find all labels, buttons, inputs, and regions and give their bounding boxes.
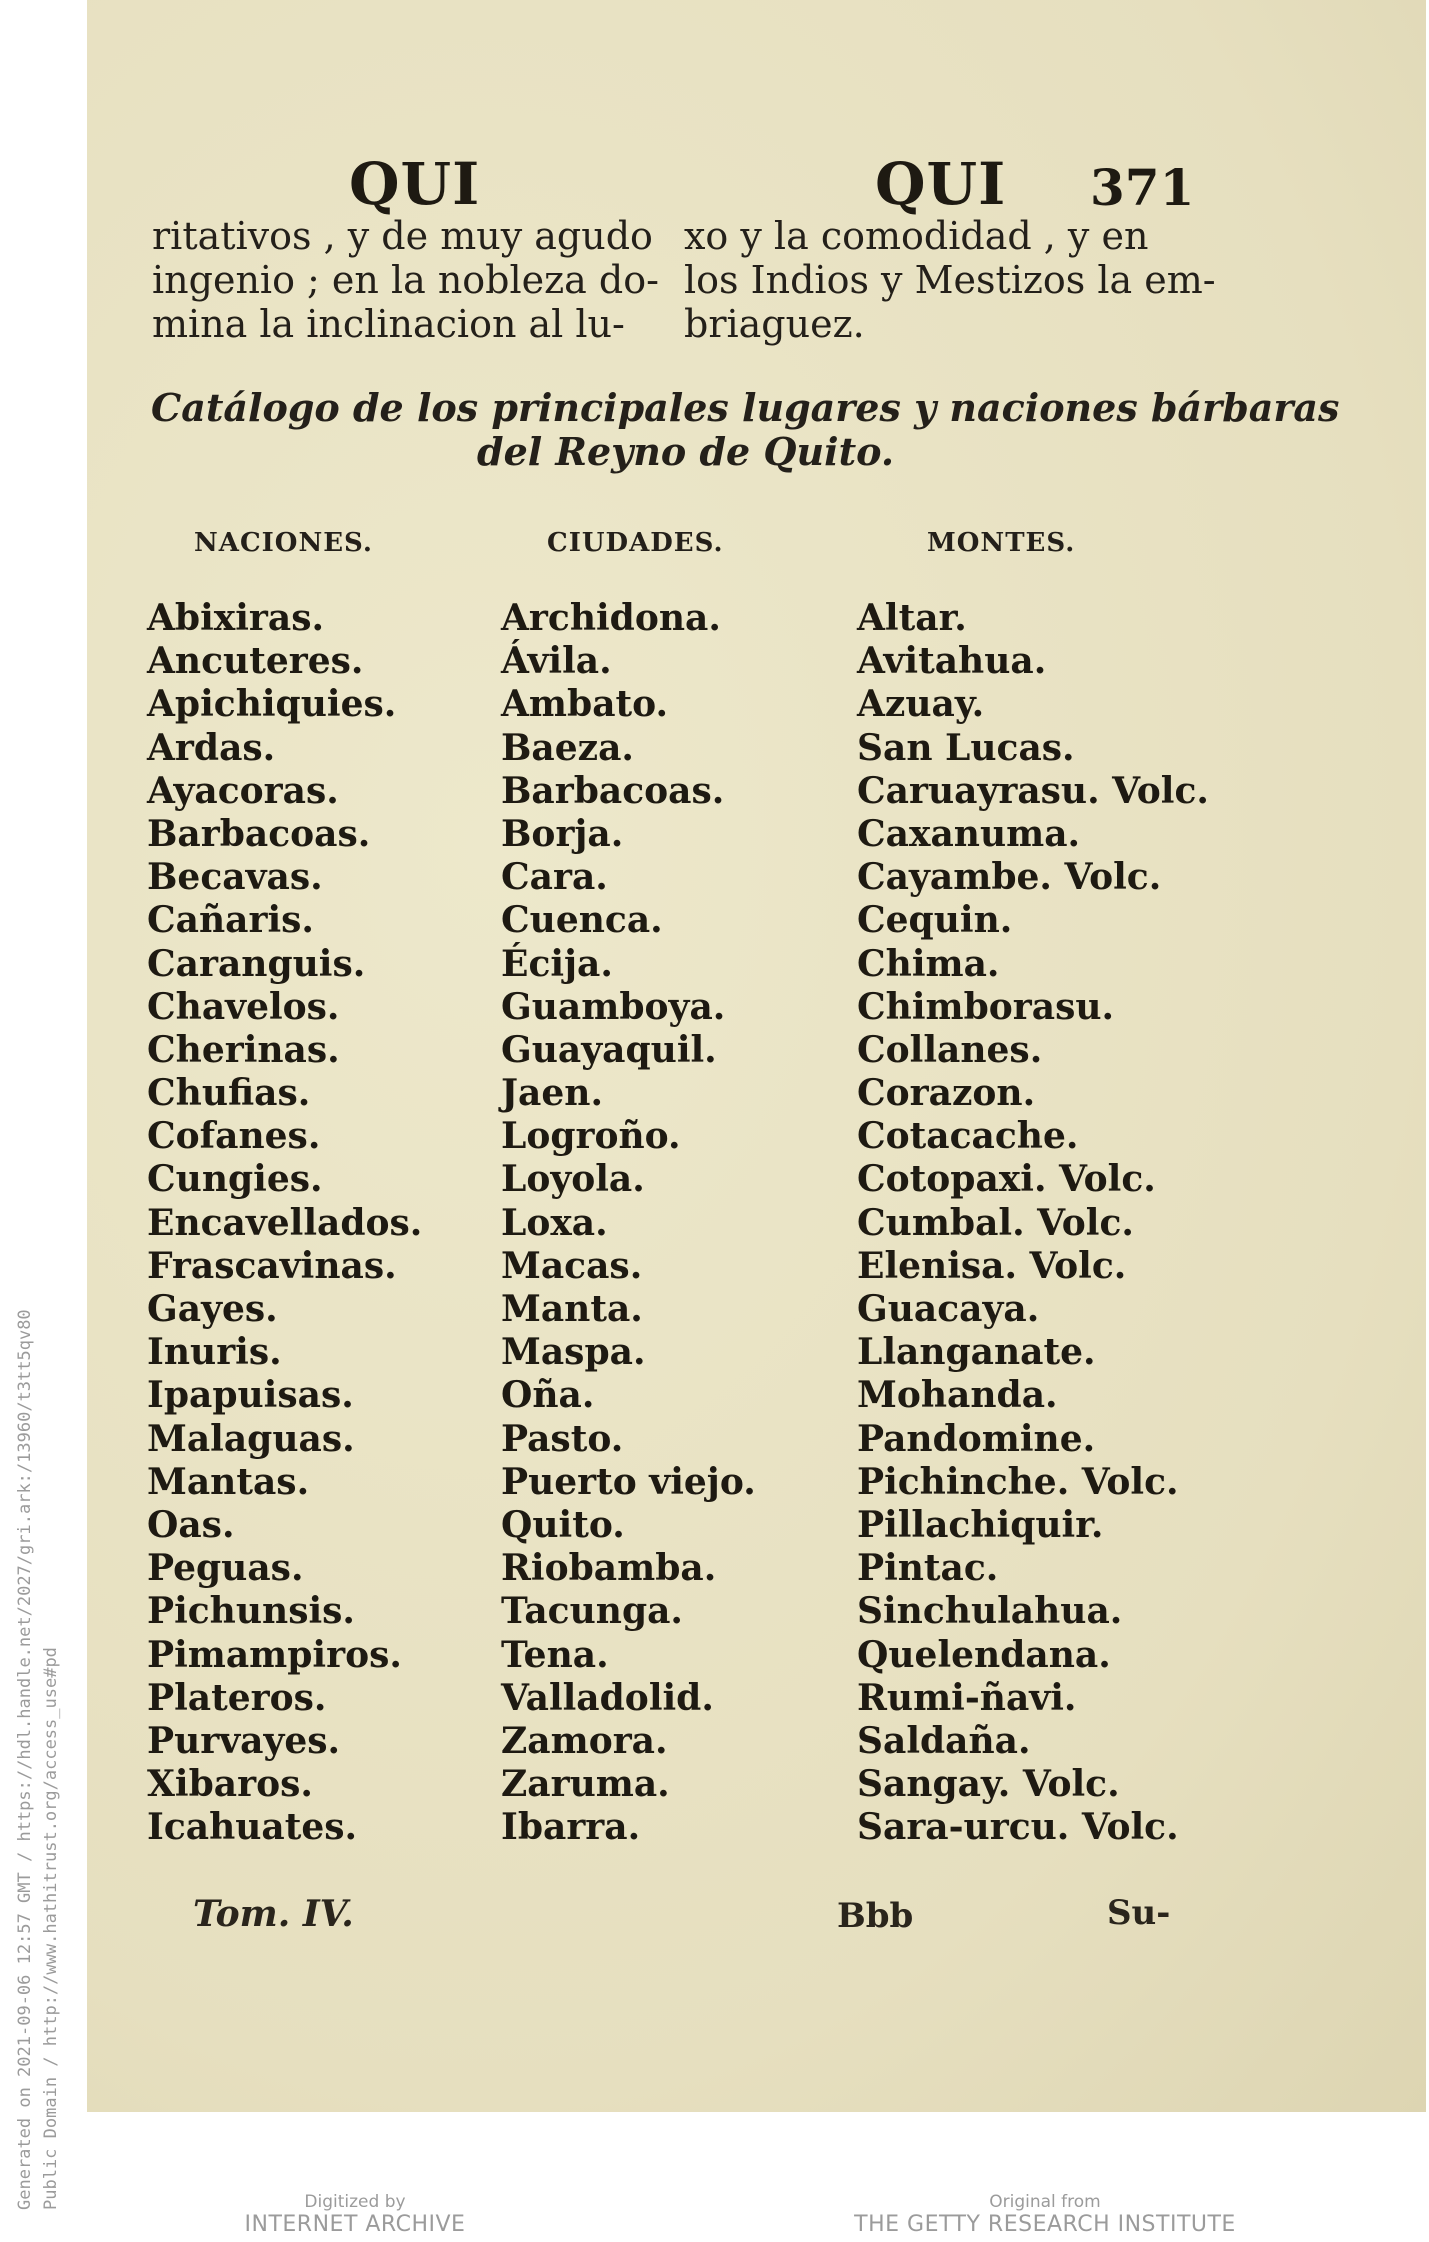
monte-entry: Llanganate.: [857, 1331, 1096, 1374]
intro-line: ritativos , y de muy agudo: [152, 214, 653, 258]
monte-entry: Cumbal. Volc.: [857, 1201, 1134, 1244]
monte-entry: Azuay.: [857, 683, 985, 726]
intro-line: mina la inclinacion al lu-: [152, 302, 625, 346]
original-from-credit: [845, 2192, 1245, 2237]
nacion-entry: Chavelos.: [147, 985, 340, 1028]
intro-line: xo y la comodidad , y en: [684, 214, 1149, 258]
stamp-line-public-domain: Public Domain / http://www.hathitrust.org/access_use#pd: [41, 1647, 61, 2210]
nacion-entry: Icahuates.: [147, 1806, 358, 1849]
ciudad-entry: Cara.: [501, 856, 608, 899]
ciudad-entry: Manta.: [501, 1288, 643, 1330]
nacion-entry: Frascavinas.: [147, 1244, 397, 1287]
monte-entry: Chima.: [857, 942, 1000, 985]
monte-entry: Sangay. Volc.: [857, 1763, 1120, 1806]
ciudad-entry: Écija.: [501, 942, 613, 985]
nacion-entry: Cañaris.: [147, 899, 314, 942]
monte-entry: Caxanuma.: [857, 812, 1081, 855]
header-montes: MONTES.: [927, 528, 1076, 558]
nacion-entry: Plateros.: [147, 1676, 327, 1719]
ciudad-entry: Ávila.: [501, 640, 612, 683]
nacion-entry: Abixiras.: [147, 597, 325, 639]
montes-column: [857, 597, 1209, 1849]
footer-catchword: Su-: [1107, 1893, 1171, 1933]
ciudad-entry: Loyola.: [501, 1158, 645, 1201]
intro-left-column: [152, 214, 659, 346]
intro-line: briaguez.: [684, 302, 865, 346]
ciudad-entry: Logroño.: [501, 1115, 681, 1158]
running-head-right: QUI: [875, 150, 1007, 218]
nacion-entry: Becavas.: [147, 856, 323, 899]
nacion-entry: Mantas.: [147, 1460, 310, 1503]
internet-archive-label: INTERNET ARCHIVE: [244, 2212, 466, 2237]
monte-entry: Elenisa. Volc.: [857, 1244, 1127, 1287]
naciones-column: [147, 597, 422, 1849]
nacion-entry: Barbacoas.: [147, 812, 371, 855]
monte-entry: Altar.: [857, 597, 967, 639]
ciudad-entry: Zaruma.: [501, 1763, 670, 1806]
footer-volume: Tom. IV.: [193, 1893, 354, 1935]
monte-entry: Quelendana.: [857, 1633, 1111, 1676]
nacion-entry: Xibaros.: [147, 1763, 313, 1806]
ciudad-entry: Baeza.: [501, 726, 634, 769]
ciudad-entry: Guayaquil.: [501, 1028, 717, 1071]
ciudad-entry: Loxa.: [501, 1201, 608, 1244]
ciudad-entry: Zamora.: [501, 1719, 668, 1762]
catalog-title-line1: Catálogo de los principales lugares y naciones bárbaras: [151, 385, 1340, 430]
monte-entry: Caruayrasu. Volc.: [857, 769, 1209, 812]
ciudad-entry: Tena.: [501, 1633, 609, 1676]
monte-entry: Pintac.: [857, 1547, 999, 1590]
digitized-by-label: Digitized by: [304, 2192, 406, 2212]
ciudad-entry: Puerto viejo.: [501, 1460, 756, 1503]
nacion-entry: Purvayes.: [147, 1719, 341, 1762]
monte-entry: Avitahua.: [857, 640, 1047, 683]
ciudad-entry: Cuenca.: [501, 899, 663, 942]
stamp-line-generated: Generated on 2021-09-06 12:57 GMT / https://hdl.handle.net/2027/gri.ark:/13960/t3tt5qv80: [15, 1309, 35, 2210]
monte-entry: Saldaña.: [857, 1719, 1031, 1762]
book-page: [87, 0, 1426, 2112]
digitized-by-credit: [205, 2192, 505, 2237]
nacion-entry: Ayacoras.: [147, 769, 339, 812]
footer-signature: Bbb: [837, 1896, 914, 1936]
nacion-entry: Ipapuisas.: [147, 1374, 354, 1417]
monte-entry: Chimborasu.: [857, 985, 1115, 1028]
monte-entry: Mohanda.: [857, 1374, 1058, 1417]
nacion-entry: Ardas.: [147, 726, 276, 769]
nacion-entry: Caranguis.: [147, 942, 366, 985]
nacion-entry: Encavellados.: [147, 1201, 423, 1244]
running-head-left: QUI: [349, 150, 481, 218]
nacion-entry: Pimampiros.: [147, 1633, 402, 1676]
ciudad-entry: Guamboya.: [501, 985, 726, 1028]
nacion-entry: Inuris.: [147, 1331, 282, 1374]
monte-entry: Sara-urcu. Volc.: [857, 1806, 1179, 1849]
ciudad-entry: Pasto.: [501, 1417, 624, 1460]
ciudad-entry: Valladolid.: [501, 1676, 714, 1719]
nacion-entry: Oas.: [147, 1503, 235, 1546]
nacion-entry: Cofanes.: [147, 1115, 321, 1158]
ciudad-entry: Jaen.: [501, 1072, 603, 1115]
monte-entry: Pichinche. Volc.: [857, 1460, 1179, 1503]
monte-entry: Sinchulahua.: [857, 1590, 1123, 1633]
ciudad-entry: Riobamba.: [501, 1547, 717, 1590]
ciudad-entry: Maspa.: [501, 1331, 646, 1374]
nacion-entry: Peguas.: [147, 1547, 304, 1590]
nacion-entry: Pichunsis.: [147, 1590, 355, 1633]
ciudad-entry: Macas.: [501, 1244, 643, 1287]
hathitrust-margin-stamp: [12, 1309, 64, 2210]
intro-line: ingenio ; en la nobleza do-: [152, 258, 659, 302]
page-number: 371: [1090, 158, 1195, 217]
ciudad-entry: Ambato.: [501, 683, 669, 726]
monte-entry: Cayambe. Volc.: [857, 856, 1162, 899]
ciudad-entry: Tacunga.: [501, 1590, 683, 1633]
ciudad-entry: Borja.: [501, 812, 624, 855]
ciudad-entry: Quito.: [501, 1503, 625, 1546]
ciudad-entry: Archidona.: [501, 597, 721, 639]
monte-entry: Pandomine.: [857, 1417, 1096, 1460]
monte-entry: Cequin.: [857, 899, 1013, 942]
nacion-entry: Gayes.: [147, 1288, 278, 1330]
original-from-label: Original from: [989, 2192, 1101, 2212]
ciudad-entry: Oña.: [501, 1374, 595, 1417]
monte-entry: Guacaya.: [857, 1288, 1040, 1330]
monte-entry: Collanes.: [857, 1028, 1043, 1071]
monte-entry: Corazon.: [857, 1072, 1036, 1115]
nacion-entry: Chufias.: [147, 1072, 311, 1115]
monte-entry: Rumi-ñavi.: [857, 1676, 1077, 1719]
catalog-title-line2: del Reyno de Quito.: [477, 429, 895, 474]
header-naciones: NACIONES.: [194, 528, 373, 558]
ciudades-column: [501, 597, 756, 1849]
nacion-entry: Cungies.: [147, 1158, 323, 1201]
header-ciudades: CIUDADES.: [547, 528, 724, 558]
ciudad-entry: Ibarra.: [501, 1806, 641, 1849]
nacion-entry: Apichiquies.: [147, 683, 397, 726]
intro-line: los Indios y Mestizos la em-: [684, 258, 1216, 302]
monte-entry: Cotopaxi. Volc.: [857, 1158, 1156, 1201]
intro-right-column: [684, 214, 1216, 346]
getty-institute-label: THE GETTY RESEARCH INSTITUTE: [854, 2212, 1236, 2237]
nacion-entry: Malaguas.: [147, 1417, 355, 1460]
monte-entry: San Lucas.: [857, 726, 1075, 769]
ciudad-entry: Barbacoas.: [501, 769, 725, 812]
monte-entry: Cotacache.: [857, 1115, 1079, 1158]
nacion-entry: Ancuteres.: [147, 640, 364, 683]
monte-entry: Pillachiquir.: [857, 1503, 1104, 1546]
nacion-entry: Cherinas.: [147, 1028, 340, 1071]
